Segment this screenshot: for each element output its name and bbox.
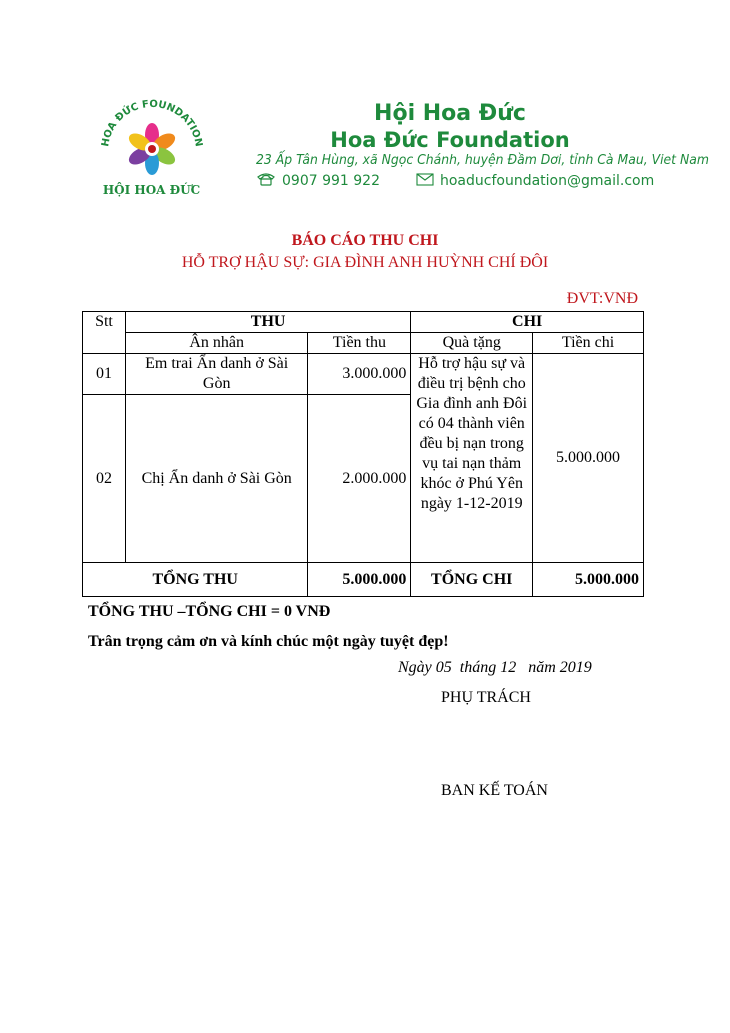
row-donor: Em trai Ẩn danh ở Sài Gòn [125,354,308,395]
org-address: 23 Ấp Tân Hùng, xã Ngọc Chánh, huyện Đầm Dơi, tỉnh Cà Mau, Viet Nam [256,152,709,168]
expense-amount: 5.000.000 [533,354,644,563]
column-header-row [83,333,644,354]
phone-number: 0907 991 922 [282,173,380,189]
total-row [83,563,644,597]
row-income: 2.000.000 [308,395,411,563]
report-subtitle: HỖ TRỢ HẬU SỰ: GIA ĐÌNH ANH HUỲNH CHÍ ĐÔI [181,254,549,271]
org-name-vi: Hội Hoa Đức [374,101,526,126]
col-tien-chi-header: Tiền chi [533,333,644,354]
envelope-icon [416,173,434,190]
logo-ring-text: HOA ĐỨC FOUNDATION [100,98,204,148]
contact-line [256,172,656,190]
total-thu-value: 5.000.000 [308,563,411,597]
gift-description: Hỗ trợ hậu sự và điều trị bệnh cho Gia đình anh Đôi có 04 thành viên đều bị nạn trong vụ tai nạn thảm khóc ở Phú Yên ngày 1-12-2019 [411,354,533,563]
row-stt: 02 [83,395,126,563]
signature-in-charge: PHỤ TRÁCH [441,689,531,706]
col-qua-tang-header: Quà tặng [411,333,533,354]
row-income: 3.000.000 [308,354,411,395]
income-expense-table [82,311,644,597]
row-stt: 01 [83,354,126,395]
currency-unit: ĐVT:VNĐ [566,290,638,307]
email-address: hoaducfoundation@gmail.com [439,173,655,189]
total-thu-label: TỔNG THU [83,563,308,597]
logo-bottom-text: HỘI HOA ĐỨC [102,183,201,197]
foundation-logo [88,89,215,207]
flower-logo-icon [88,89,215,207]
telephone-icon [256,172,276,190]
total-chi-value: 5.000.000 [533,563,644,597]
table-row [83,354,644,395]
row-donor: Chị Ẩn danh ở Sài Gòn [125,395,308,563]
thanks-message: Trân trọng cảm ơn và kính chúc một ngày tuyệt đẹp! [88,633,449,650]
total-chi-label: TỔNG CHI [411,563,533,597]
org-name-en: Hoa Đức Foundation [330,128,570,152]
balance-summary: TỔNG THU –TỔNG CHI = 0 VNĐ [88,603,331,620]
group-chi-header: CHI [411,312,644,333]
col-stt-header: Stt [83,312,126,354]
col-an-nhan-header: Ân nhân [125,333,308,354]
signature-accounting: BAN KẾ TOÁN [441,782,548,799]
group-thu-header: THU [125,312,410,333]
group-header-row [83,312,644,333]
report-date: Ngày 05 tháng 12 năm 2019 [398,659,592,676]
col-tien-thu-header: Tiền thu [308,333,411,354]
report-title: BÁO CÁO THU CHI [291,232,439,249]
